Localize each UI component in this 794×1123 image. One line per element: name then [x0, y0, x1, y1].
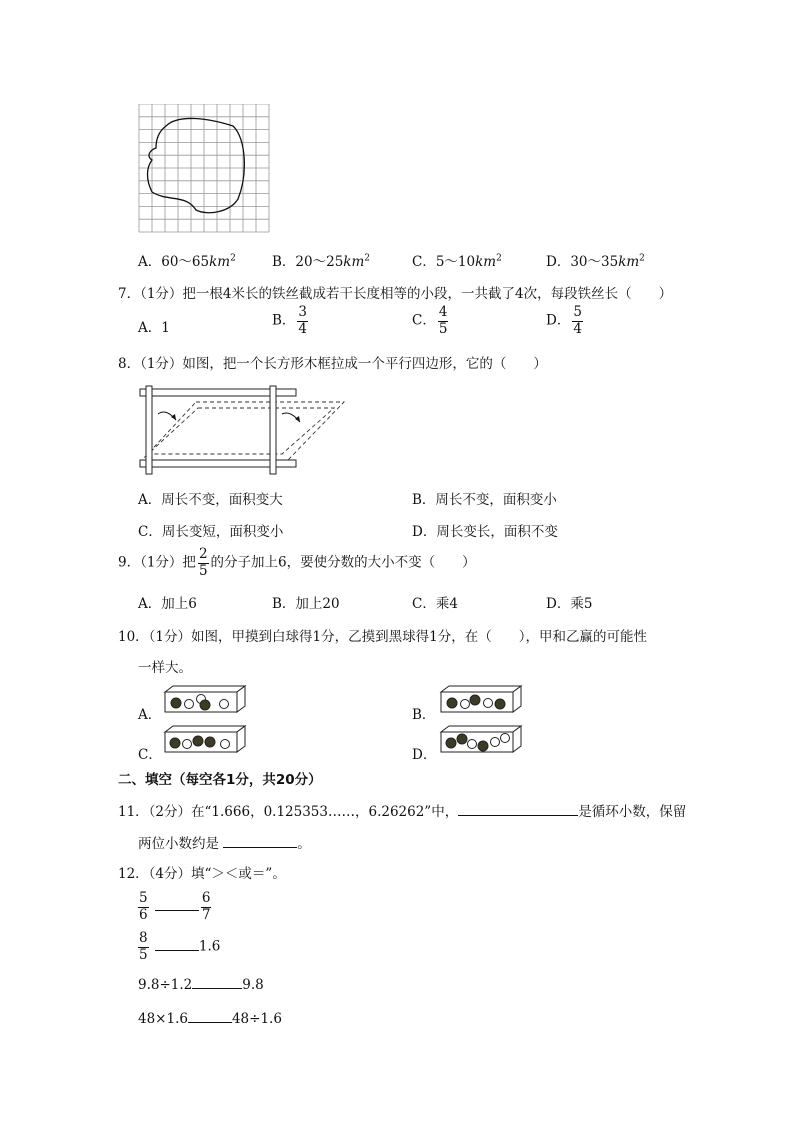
fraction: $\frac{3}{4}$	[298, 304, 308, 337]
q10-option-a[interactable]: A．	[138, 707, 162, 723]
q12-stem: 12．（4分）填“＞＜或＝”。	[118, 866, 286, 882]
q7-option-b[interactable]: B． $\frac{3}{4}$	[272, 304, 308, 337]
answer-blank[interactable]	[155, 938, 199, 951]
q6-option-b[interactable]: B．$20\sim 25km^2$	[272, 253, 370, 270]
q7-option-c[interactable]: C． $\frac{4}{5}$	[412, 304, 448, 337]
section-title: 二、填空（每空各1分，共20分）	[118, 772, 322, 788]
q8-option-c[interactable]: C．周长变短，面积变小	[138, 524, 284, 540]
answer-blank[interactable]	[155, 898, 199, 911]
q9-option-b[interactable]: B．加上20	[272, 596, 340, 612]
q9-option-d[interactable]: D．乘5	[546, 596, 593, 612]
grid-shape-figure	[138, 104, 270, 234]
answer-blank[interactable]	[223, 835, 297, 848]
q6-option-d[interactable]: D．$30\sim 35km^2$	[546, 253, 645, 270]
answer-blank[interactable]	[192, 976, 242, 989]
q10-option-b[interactable]: B．	[412, 707, 436, 723]
ball-box-d	[439, 724, 523, 754]
q7-stem: 7．（1分）把一根4米长的铁丝截成若干长度相等的小段，一共截了4次，每段铁丝长（ ）	[118, 286, 673, 302]
q6-option-c[interactable]: C．$5\sim 10km^2$	[412, 253, 502, 270]
ball-box-b	[439, 684, 523, 714]
q6-option-a[interactable]: A．$60\sim 65km^2$	[138, 253, 236, 270]
q12-item-3: 9.8÷1.2 9.8	[138, 977, 264, 993]
ball-box-a	[163, 684, 247, 714]
answer-blank[interactable]	[458, 803, 578, 816]
q7-option-d[interactable]: D． $\frac{5}{4}$	[546, 304, 582, 337]
ball-box-c	[163, 724, 247, 754]
q8-option-a[interactable]: A．周长不变，面积变大	[138, 492, 283, 508]
q8-stem: 8．（1分）如图，把一个长方形木框拉成一个平行四边形，它的（ ）	[118, 356, 547, 372]
q7-option-a[interactable]: A．1	[138, 320, 170, 336]
fraction: $\frac{5}{6}$	[139, 890, 148, 923]
q12-item-1	[136, 892, 213, 922]
frame-figure	[138, 384, 348, 476]
fraction: $\frac{8}{5}$	[139, 930, 148, 963]
fraction: $\frac{5}{4}$	[573, 304, 582, 337]
q10-stem-line1: 10．（1分）如图，甲摸到白球得1分，乙摸到黑球得1分，在（ ），甲和乙赢的可能性	[118, 629, 647, 645]
q9-option-c[interactable]: C．乘4	[412, 596, 458, 612]
q11-line2: 两位小数约是 。	[138, 836, 311, 852]
fraction: $\frac{6}{7}$	[201, 890, 211, 923]
fraction: $\frac{4}{5}$	[438, 304, 448, 337]
q10-option-c[interactable]: C．	[138, 747, 162, 763]
q12-item-4: 48×1.6 48÷1.6	[138, 1011, 282, 1027]
q8-option-b[interactable]: B．周长不变，面积变小	[412, 492, 557, 508]
q11-line1: 11．（2分）在“1.666，0.125353……，6.26262”中， 是循环小数，保留	[118, 804, 687, 820]
q9-stem: 9．（1分）把 $\frac{2}{5}$ 的分子加上6，要使分数的大小不变（ ）	[118, 546, 476, 579]
q10-option-d[interactable]: D．	[412, 747, 437, 763]
fraction: $\frac{2}{5}$	[198, 546, 208, 579]
answer-blank[interactable]	[188, 1010, 232, 1023]
q10-stem-line2: 一样大。	[138, 660, 192, 676]
q8-option-d[interactable]: D．周长变长，面积不变	[412, 524, 558, 540]
q12-item-2: $\frac{8}{5}$ 1.6	[139, 930, 221, 963]
q9-option-a[interactable]: A．加上6	[138, 596, 197, 612]
